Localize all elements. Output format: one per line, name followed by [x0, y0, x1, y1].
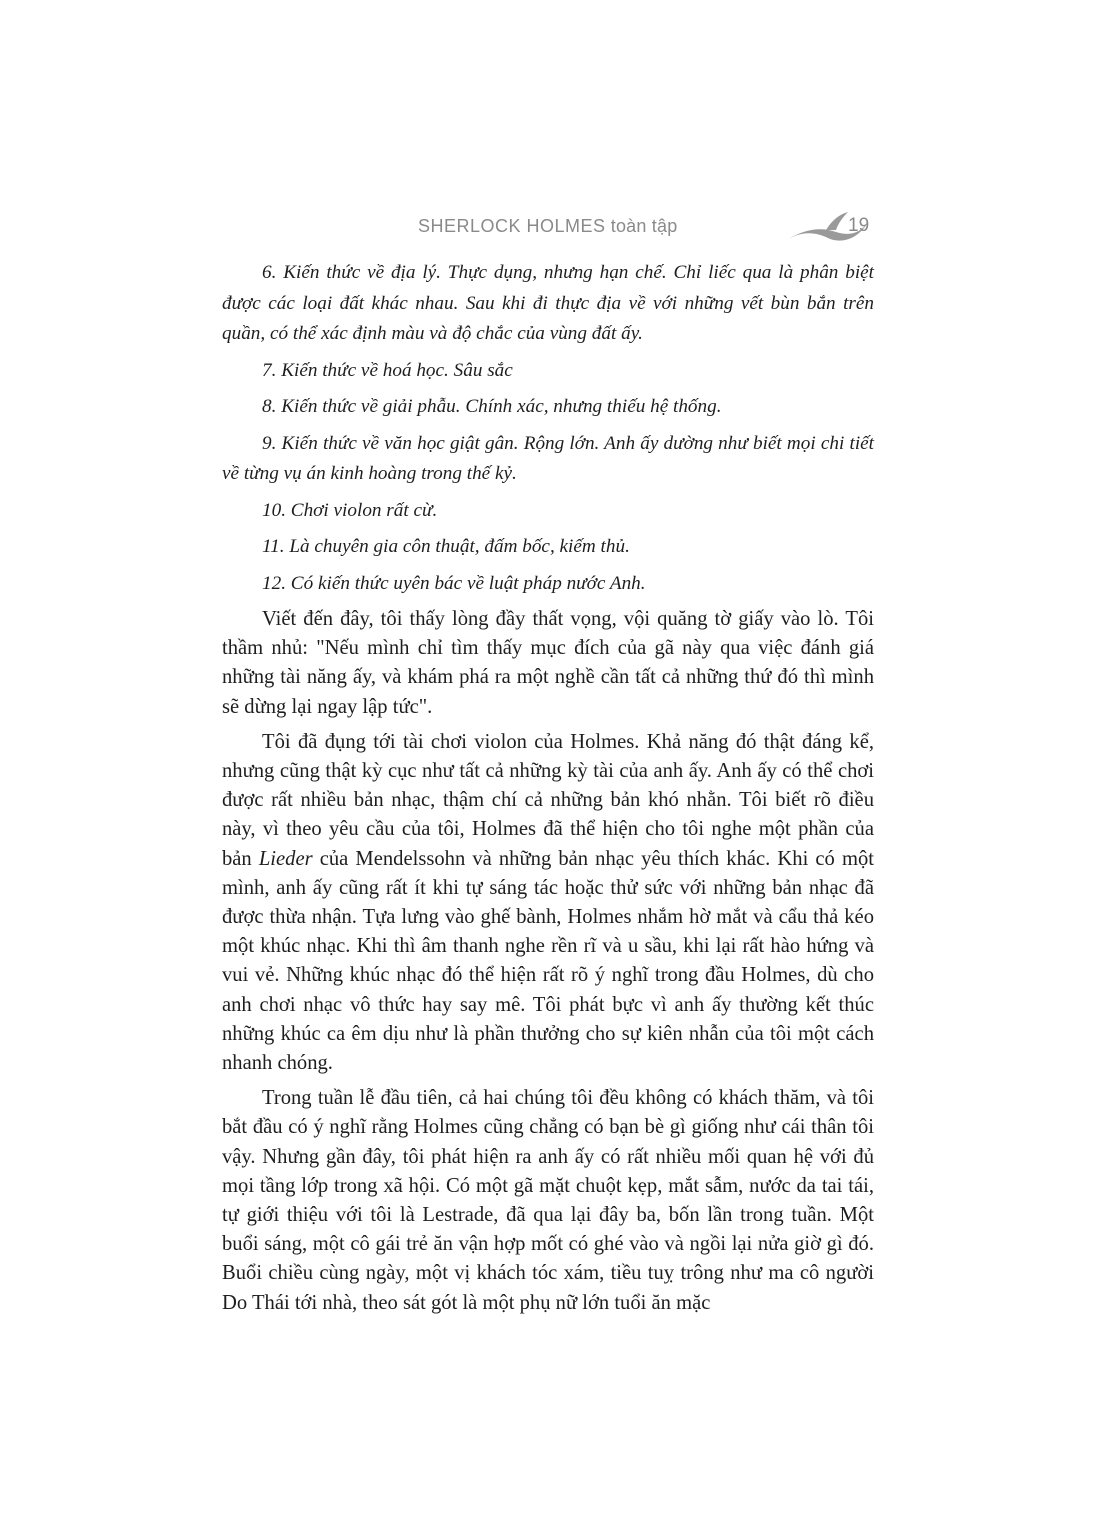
page-number: 19: [848, 215, 870, 236]
book-title: [418, 216, 677, 237]
book-title-subtitle: toàn tập: [610, 216, 678, 236]
paragraph-text: của Mendelssohn và những bản nhạc yêu thích khác. Khi có một mình, anh ấy cũng rất ít khi tự sáng tác hoặc thử sức với những bản nhạc đã được thừa nhận. Tựa lưng vào ghế bành, Holmes nhắm hờ mắt và cẩu thả kéo một khúc nhạc. Khi thì âm thanh nghe rền rĩ và u sầu, khi lại rất hào hứng và vui vẻ. Những khúc nhạc đó thể hiện rất rõ ý nghĩ trong đầu Holmes, dù cho anh chơi nhạc vô thức hay say mê. Tôi phát bực vì anh ấy thường kết thúc những khúc ca êm dịu như là phần thưởng cho sự kiên nhẫn của tôi một cách nhanh chóng.: [222, 847, 874, 1075]
list-item: 8. Kiến thức về giải phẫu. Chính xác, nhưng thiếu hệ thống.: [262, 396, 722, 417]
page-body: [222, 258, 874, 1318]
list-item: 9. Kiến thức về văn học giật gân. Rộng lớn. Anh ấy dường như biết mọi chi tiết về từng vụ án kinh hoàng trong thế kỷ.: [222, 432, 874, 484]
running-header: [222, 206, 874, 250]
list-item: 12. Có kiến thức uyên bác về luật pháp nước Anh.: [262, 572, 646, 594]
paragraph: [222, 728, 874, 1078]
paragraph: Trong tuần lễ đầu tiên, cả hai chúng tôi đều không có khách thăm, và tôi bắt đầu có ý nghĩ rằng Holmes cũng chẳng có bạn bè gì giống như cái thân tôi vậy. Nhưng gần đây, tôi phát hiện ra anh ấy có rất nhiều mối quan hệ với đủ mọi tầng lớp trong xã hội. Có một gã mặt chuột kẹp, mắt sẫm, nước da tai tái, tự giới thiệu với tôi là Lestrade, đã qua lại đây ba, bốn lần trong tuần. Một buổi sáng, một cô gái trẻ ăn vận hợp mốt có ghé vào và ngồi lại nửa giờ gì đó. Buổi chiều cùng ngày, một vị khách tóc xám, tiều tuỵ trông như ma cô người Do Thái tới nhà, theo sát gót là một phụ nữ lớn tuổi ăn mặc: [222, 1087, 874, 1314]
italic-title: Lieder: [258, 847, 313, 870]
list-item: 11. Là chuyên gia côn thuật, đấm bốc, kiếm thủ.: [262, 536, 630, 557]
list-item: 7. Kiến thức về hoá học. Sâu sắc: [262, 359, 513, 381]
paragraph-text: Tôi đã đụng tới tài chơi violon của Holmes. Khả năng đó thật đáng kể, nhưng cũng thật kỳ cục như tất cả những kỳ tài của anh ấy. Anh ấy có thể chơi được rất nhiều bản nhạc, thậm chí cả những bản khó nhằn. Tôi biết rõ điều này, vì theo yêu cầu của tôi, Holmes đã thể hiện cho tôi nghe một phần của bản: [222, 730, 874, 870]
list-item: 10. Chơi violon rất cừ.: [262, 499, 438, 521]
list-item: 6. Kiến thức về địa lý. Thực dụng, nhưng hạn chế. Chỉ liếc qua là phân biệt được các loại đất khác nhau. Sau khi đi thực địa về với những vết bùn bắn trên quần, có thể xác định màu và độ chắc của vùng đất ấy.: [222, 262, 874, 344]
book-title-brand: SHERLOCK HOLMES: [418, 216, 606, 236]
paragraph: Viết đến đây, tôi thấy lòng đầy thất vọng, vội quăng tờ giấy vào lò. Tôi thầm nhủ: "Nếu mình chỉ tìm thấy mục đích của gã này qua việc đánh giá những tài năng ấy, và khám phá ra một nghề cần tất cả những thứ đó thì mình sẽ dừng lại ngay lập tức".: [222, 608, 874, 718]
